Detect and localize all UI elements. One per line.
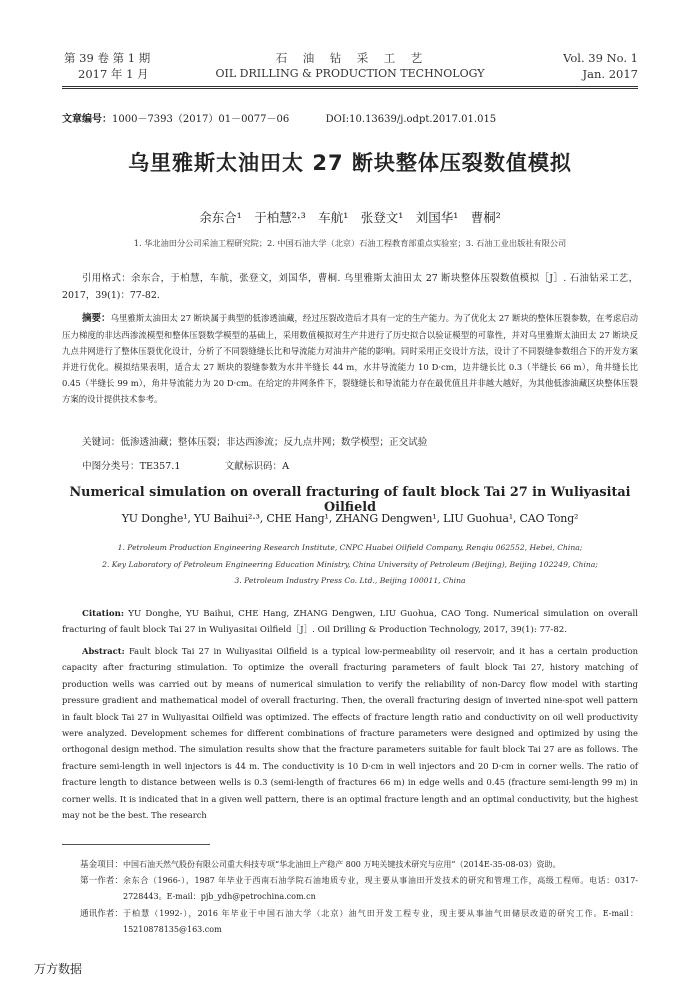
doc-code-value: A [282, 461, 290, 472]
first-author-label: 第一作者： [80, 876, 123, 887]
classification [82, 458, 289, 472]
header-volume-en [520, 50, 638, 82]
citation-cn-text: 余东合，于柏慧，车航，张登文，刘国华，曹桐. 乌里雅斯太油田太 27 断块整体压裂数值模拟［J］. 石油钻采工艺，2017，39(1)：77-82. [62, 273, 638, 301]
clc-label: 中图分类号： [82, 461, 140, 472]
header-date: 2017 年 1 月 [78, 67, 149, 81]
citation-en-text: YU Donghe, YU Baihui, CHE Hang, ZHANG Dengwen, LIU Guohua, CAO Tong. Numerical simulation on overall fracturing of fault block Tai 27 in Wuliyasitai Oilfield［J］. Oil Drilling & Production Technology, 2017, 39(1): 77-82. [62, 609, 639, 635]
clc-value: TE357.1 [139, 461, 181, 472]
affiliations-cn: 1. 华北油田分公司采油工程研究院；2. 中国石油大学（北京）石油工程教育部重点实验室；3. 石油工业出版社有限公司 [133, 238, 567, 248]
watermark: 万方数据 [34, 962, 83, 976]
corr-text: 于柏慧（1992-），2016 年毕业于中国石油大学（北京）油气田开发工程专业，现主要从事油气田储层改造的研究工作。E-mail：15210878135@163.com [122, 908, 638, 934]
journal-name-cn: 石 油 钻 采 工 艺 [275, 51, 425, 65]
fund-text: 中国石油天然气股份有限公司重大科技专项“华北油田上产稳产 800 万吨关键技术研究与应用”（2014E-35-08-03）资助。 [122, 860, 561, 869]
header-rule [62, 86, 638, 87]
abstract-cn-text: 乌里雅斯太油田太 27 断块属于典型的低渗透油藏，经过压裂改造后才具有一定的生产能力。为了优化太 27 断块的整体压裂参数，在考虑启动压力梯度的非达西渗流模型和整体压裂数学模型的基础上，采用数值模拟对生产井进行了历史拟合以验证模型的可靠性，并对乌里雅斯太油田太 27 断块反九点井网进行了整体压裂优化设计，分析了不同裂缝缝长比和导流能力对油井产能的影响。同时采用正交设计方法，设计了不同裂缝参数组合下的开发方案并进行优化。模拟结果表明，适合太 27 断块的裂缝参数为水井半缝长 44 m，水井导流能力 10 D·cm，边井缝长比 0.3（半缝长 66 m），角井缝长比 0.45（半缝长 99 m），角井导流能力为 20 D·cm。在给定的井网条件下，裂缝缝长和导流能力存在最优值且并非越大越好，为其他低渗油藏区块整体压裂方案的设计提供技术参考。 [62, 313, 638, 404]
corr-label: 通讯作者： [80, 908, 123, 919]
title-en: Numerical simulation on overall fracturing of fault block Tai 27 in Wuliyasitai Oilfield [69, 485, 631, 515]
header-vol-no: Vol. 39 No. 1 [563, 51, 638, 65]
footnote-corresponding [80, 906, 638, 938]
affiliations-en [62, 540, 638, 590]
citation-en-label: Citation: [82, 609, 125, 619]
footnotes [80, 857, 638, 938]
doi: DOI:10.13639/j.odpt.2017.01.015 [325, 114, 497, 125]
abstract-cn [62, 310, 638, 407]
article-meta [62, 110, 496, 125]
citation-cn-label: 引用格式： [82, 273, 132, 284]
affiliation-en-2: 2. Key Laboratory of Petroleum Engineering Education Ministry, China University of Petroleum (Beijing), Beijing 102249, China; [102, 559, 598, 569]
title-cn: 乌里雅斯太油田太 27 断块整体压裂数值模拟 [128, 151, 572, 175]
header-volume: 第 39 卷 第 1 期 [64, 51, 151, 65]
header-rule-2 [62, 88, 638, 89]
keywords-list: 低渗透油藏；整体压裂；非达西渗流；反九点井网；数学模型；正交试验 [120, 437, 428, 448]
affiliation-en-3: 3. Petroleum Industry Press Co. Ltd., Beijing 100011, China [234, 576, 466, 585]
journal-name-en: OIL DRILLING & PRODUCTION TECHNOLOGY [215, 67, 485, 80]
abstract-en-text: Fault block Tai 27 in Wuliyasitai Oilfield is a typical low-permeability oil reservoir, and it has a certain production capacity after fracturing stimulation. To optimize the overall fracturing parameters of fault block Tai 27, history matching of production wells was carried out by means of numerical simulation to verify the reliability of non-Darcy flow model with starting pressure gradient and mathematical model of overall fracturing. Then, the overall fracturing design of inverted nine-spot well pattern in fault block Tai 27 in Wuliyasitai Oilfield was optimized. The effects of fracture length ratio and conductivity on oil well productivity were analyzed. Development schemes for different combinations of fracture parameters were designed and optimized by using the orthogonal design method. The simulation results show that the fracture parameters suitable for fault block Tai 27 are as follows. The fracture semi-length in well injectors is 44 m. The conductivity is 10 D·cm in well injectors and 20 D·cm in corner wells. The ratio of fracture length to distance between wells is 0.3 (semi-length of fractures 66 m) in edge wells and 0.45 (fracture semi-length 99 m) in corner wells. It is indicated that in a given well pattern, there is an optimal fracture length and an optimal conductivity, but the highest may not be the best. The research [62, 646, 638, 821]
citation-cn [62, 270, 638, 304]
header-issue [64, 50, 204, 82]
doc-code-label: 文献标识码： [224, 461, 283, 472]
keywords-cn [82, 434, 427, 448]
article-number: 1000－7393（2017）01－0077－06 [112, 114, 290, 125]
abstract-cn-label: 摘要： [82, 313, 111, 324]
citation-en [62, 606, 638, 638]
header-month: Jan. 2017 [582, 67, 638, 81]
footnote-rule [62, 844, 210, 845]
article-number-label: 文章编号： [62, 114, 112, 125]
first-author-text: 余东合（1966-），1987 年毕业于西南石油学院石油地质专业，现主要从事油田开发技术的研究和管理工作，高级工程师。电话：0317-2728443。E-mail：pjb_ydh@petrochina.com.cn [122, 876, 638, 902]
footnote-fund [80, 857, 638, 873]
authors-cn: 余东合¹ 于柏慧²·³ 车航¹ 张登文¹ 刘国华¹ 曹桐² [199, 210, 501, 225]
abstract-en-label: Abstract: [82, 646, 125, 656]
header-journal [200, 50, 500, 82]
abstract-en [62, 643, 638, 823]
fund-label: 基金项目： [80, 860, 123, 870]
footnote-first-author [80, 873, 638, 905]
keywords-label: 关键词： [82, 437, 121, 448]
authors-en: YU Donghe¹, YU Baihui²·³, CHE Hang¹, ZHANG Dengwen¹, LIU Guohua¹, CAO Tong² [121, 512, 579, 525]
affiliation-en-1: 1. Petroleum Production Engineering Research Institute, CNPC Huabei Oilfield Company, Renqiu 062552, Hebei, China; [117, 543, 583, 552]
